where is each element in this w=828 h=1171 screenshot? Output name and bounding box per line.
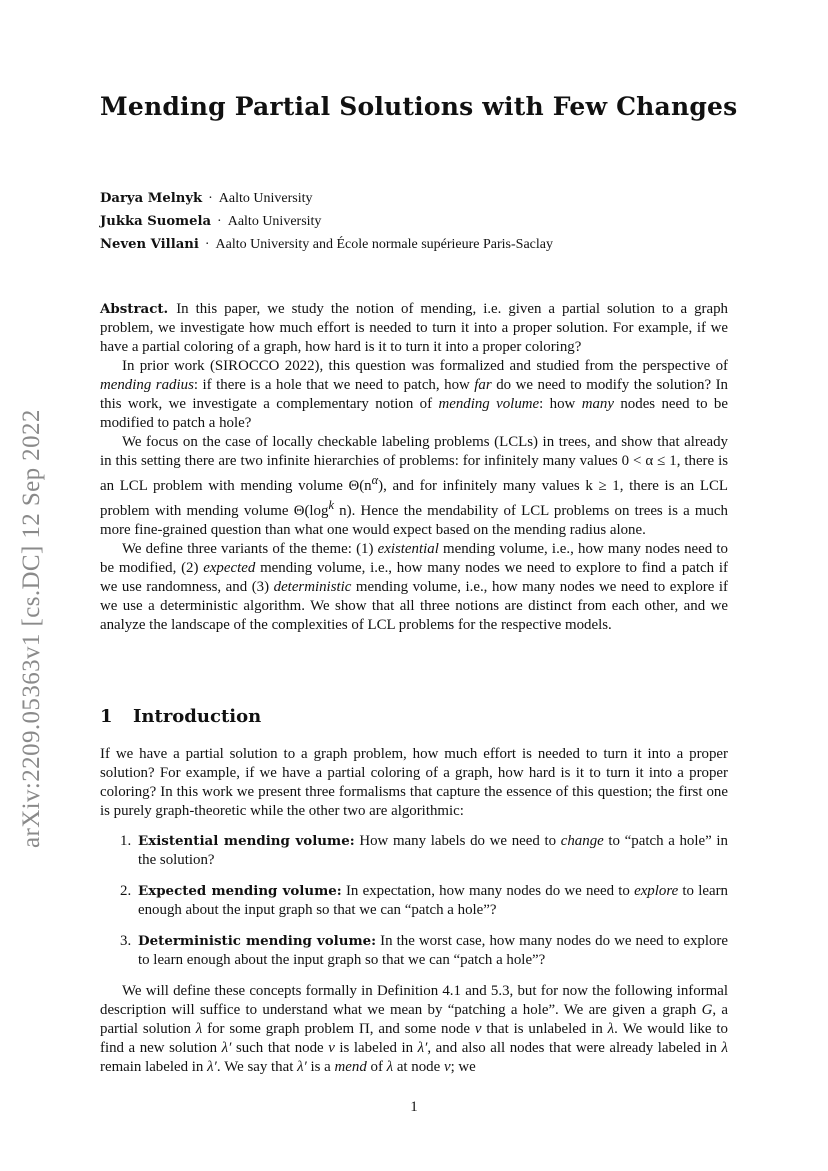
- author-entry: [100, 214, 740, 237]
- paragraph-text-run: , and also all nodes that were already labeled in: [427, 1040, 722, 1056]
- paragraph-text: [100, 982, 728, 1077]
- section-title: Introduction: [133, 706, 262, 727]
- list-item-text: In the worst case, how many nodes do we need to explore to learn enough about the input graph so that we can “patch a hole”?: [138, 933, 728, 968]
- author-separator: ·: [208, 191, 213, 206]
- paragraph-text: If we have a partial solution to a graph problem, how much effort is needed to turn it into a proper solution? For example, if we have a partial coloring of a graph, how hard is it to turn it into a proper coloring? In this work we present three formalisms that capture the essence of this question; the first one is purely graph-theoretic while the other two are algorithmic:: [100, 746, 728, 819]
- emphasis: deterministic: [273, 578, 352, 595]
- math-symbol: v: [328, 1040, 335, 1056]
- list-item-label: Expected mending volume:: [138, 883, 342, 899]
- math-symbol: λ′: [297, 1059, 307, 1075]
- emphasis: existential: [377, 540, 439, 557]
- abstract-paragraph: [100, 540, 728, 635]
- math-symbol: v: [443, 1059, 451, 1075]
- author-affiliation: Aalto University: [227, 214, 322, 229]
- list-number: 2.: [120, 883, 132, 899]
- paragraph-text-run: such that node: [231, 1040, 329, 1056]
- math-symbol: v: [474, 1021, 482, 1037]
- list-number: 3.: [120, 933, 132, 949]
- author-separator: ·: [204, 237, 210, 252]
- emphasis: mend: [334, 1059, 367, 1075]
- arxiv-identifier: arXiv:2209.05363v1 [cs.DC] 12 Sep 2022: [18, 409, 45, 848]
- paragraph-text-run: . We would like to find a new solution: [100, 1021, 728, 1056]
- paragraph-text-run: , a partial solution: [100, 1002, 728, 1037]
- list-item-text: to learn enough about the input graph so that we can “patch a hole”?: [138, 883, 728, 918]
- math-symbol: λ′: [207, 1059, 217, 1075]
- emphasis: mending volume: [438, 396, 540, 412]
- abstract-text: : how: [539, 396, 582, 412]
- math-symbol: λ: [386, 1059, 394, 1075]
- abstract-text: In this paper, we study the notion of mending, i.e. given a partial solution to a graph problem, we investigate how much effort is needed to turn it into a proper solution. For example, if we have a partial coloring of a graph, how hard is it to turn it into a proper coloring?: [100, 301, 728, 355]
- author-name: Darya Melnyk: [100, 191, 203, 206]
- abstract-paragraph: [100, 357, 728, 433]
- abstract-paragraph: [100, 300, 728, 357]
- list-item: [100, 932, 728, 970]
- section-number: 1: [100, 706, 113, 727]
- list-item: [100, 882, 728, 920]
- abstract-text: mending volume, i.e., how many nodes we need to explore to find a patch if we use randomness, and (3): [100, 559, 728, 595]
- author-affiliation: Aalto University: [218, 191, 313, 206]
- author-entry: [100, 237, 740, 260]
- paragraph-text-run: is labeled in: [334, 1040, 418, 1056]
- list-item-text: How many labels do we need to: [354, 833, 561, 849]
- list-item: [100, 832, 728, 870]
- emphasis: far: [474, 377, 492, 393]
- math-symbol: G: [701, 1002, 713, 1018]
- abstract-text: mending volume, i.e., how many nodes need to be modified, (2): [100, 540, 728, 576]
- abstract-paragraph: [100, 433, 728, 540]
- paragraph-text-run: ; we: [450, 1059, 476, 1075]
- abstract-label: Abstract.: [100, 301, 169, 317]
- math-superscript: α: [371, 473, 379, 487]
- list-item-text: to “patch a hole” in the solution?: [138, 833, 728, 868]
- author-list: [100, 191, 740, 260]
- section-heading: [100, 706, 261, 727]
- math-superscript: k: [328, 497, 334, 512]
- abstract-text: ), and for infinitely many values k ≥ 1, there is an LCL problem with mending volume Θ(log: [100, 477, 728, 519]
- abstract-text: In prior work (SIROCCO 2022), this question was formalized and studied from the perspective of: [122, 358, 728, 374]
- math-symbol: λ′: [221, 1040, 232, 1056]
- abstract-text: We define three variants of the theme: (1): [122, 540, 378, 557]
- paragraph-text-run: is a: [306, 1059, 335, 1075]
- numbered-list: [100, 882, 728, 920]
- paragraph-text-run: We will define these concepts formally in Definition 4.1 and 5.3, but for now the following informal description will suffice to understand what we mean by “patching a hole”. We are given a graph: [100, 983, 728, 1018]
- emphasis: expected: [203, 559, 256, 576]
- abstract-text: do we need to modify the solution? In this work, we investigate a complementary notion of: [100, 377, 729, 412]
- abstract: [100, 300, 728, 635]
- intro-paragraph: [100, 745, 728, 821]
- author-name: Neven Villani: [100, 237, 199, 252]
- math-symbol: λ′: [417, 1040, 428, 1056]
- author-entry: [100, 191, 740, 214]
- math-symbol: λ: [721, 1040, 728, 1056]
- author-name: Jukka Suomela: [100, 214, 212, 229]
- list-item-label: Deterministic mending volume:: [138, 933, 377, 949]
- math-symbol: λ: [195, 1021, 203, 1037]
- paragraph-text-run: . We say that: [216, 1059, 298, 1075]
- abstract-text: We focus on the case of locally checkable labeling problems (LCLs) in trees, and show that already in this setting there are two infinite hierarchies of problems: for infinitely many values 0 < α ≤ 1, there is an LCL problem with mending volume Θ(n: [100, 434, 728, 494]
- list-item-text: In expectation, how many nodes do we need to: [341, 883, 635, 899]
- numbered-list: [100, 832, 728, 870]
- abstract-text: nodes need to be modified to patch a hole?: [100, 396, 728, 431]
- numbered-list: [100, 932, 728, 970]
- author-affiliation: Aalto University and École normale supérieure Paris-Saclay: [215, 237, 553, 252]
- list-item-label: Existential mending volume:: [138, 833, 355, 849]
- emphasis: change: [560, 833, 604, 849]
- paper-title: Mending Partial Solutions with Few Changes: [100, 92, 738, 121]
- paragraph-text-run: that is unlabeled in: [481, 1021, 608, 1037]
- abstract-text: : if there is a hole that we need to patch, how: [193, 377, 475, 393]
- math-symbol: λ: [607, 1021, 615, 1037]
- emphasis: mending radius: [100, 377, 194, 393]
- author-separator: ·: [217, 214, 222, 229]
- paragraph-text-run: at node: [393, 1059, 444, 1075]
- emphasis: many: [581, 396, 614, 412]
- paragraph-text-run: remain labeled in: [100, 1059, 208, 1075]
- list-number: 1.: [120, 833, 132, 849]
- intro-paragraph: [100, 982, 728, 1077]
- paragraph-text-run: for some graph problem Π, and some node: [202, 1021, 475, 1037]
- paragraph-text-run: of: [366, 1059, 387, 1075]
- emphasis: explore: [634, 883, 679, 899]
- page-number: 1: [410, 1099, 418, 1115]
- abstract-text: n). Hence the mendability of LCL problems on trees is a much more fine-grained question than what one would expect based on the mending radius alone.: [100, 502, 728, 538]
- abstract-text: mending volume, i.e., how many nodes we need to explore if we use a deterministic algorithm. We show that all three notions are distinct from each other, and we analyze the landscape of the complexities of LCL problems for the respective models.: [100, 578, 728, 633]
